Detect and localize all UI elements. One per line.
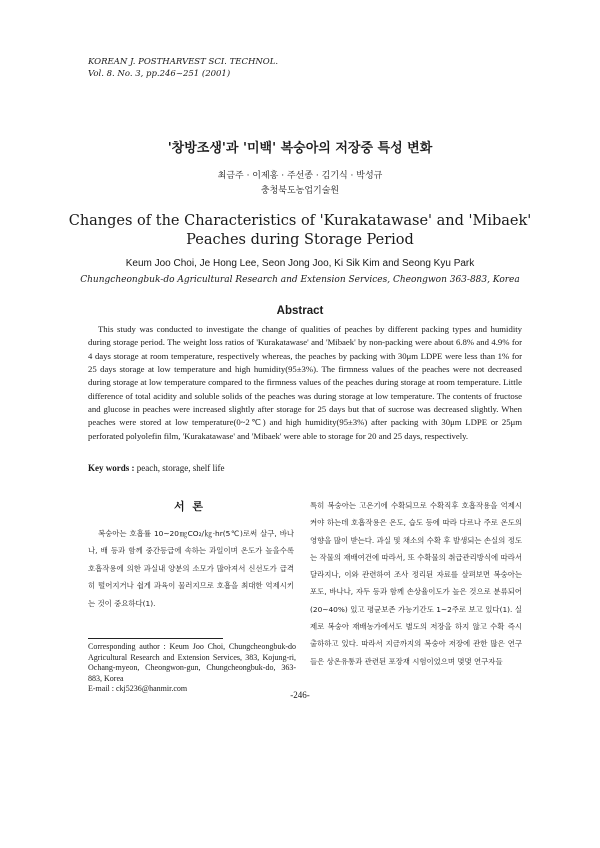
abstract-text: This study was conducted to investigate the change of qualities of peaches by different packing types and humidity during storage period. The weight loss ratios of 'Kurakatawase' and 'Mibaek' by non-packing were about 6.8% and 4.9% for 4 days storage at room temperature, respectively whereas, the peaches by packing with 30μm LDPE were less than 1% for 25 days storage at low temperature and high humidity(95±3%). The firmness values of the peaches were not decreased during storage at low temperature compared to the firmness values of the peaches during storage at room temperature. Little difference of total acidity and soluble solids of the peaches was during storage at low temperature. The contents of fructose and glucose in peaches were increased slightly after storage for 25 days but that of sucrose was decreased slightly. When peaches were stored at low temperature(0~2℃) and high humidity(95±3%) after packing with 30μm LDPE or 25μm perforated polyolefin film, 'Kurakatawase' and 'Mibaek' were able to storage for 20 and 25 days, respectively. [88, 324, 522, 441]
footnote-divider [88, 638, 223, 639]
abstract-heading: Abstract [276, 305, 324, 317]
journal-citation: Vol. 8. No. 3, pp.246~251 (2001) [88, 69, 231, 79]
journal-header [88, 56, 278, 80]
section-heading-introduction: 서 론 [173, 500, 206, 513]
keywords-label: Key words : [88, 463, 135, 473]
keywords [88, 463, 224, 473]
intro-right-column: 특히 복숭아는 고온기에 수확되므로 수확직후 호흡작용을 억제시켜야 하는데 호흡작용은 온도, 습도 등에 따라 다르나 주로 온도의 영향을 많이 받는다. 과실 및 채소의 수확 후 발생되는 손실의 정도는 작물의 재배여건에 따라서, 또 수확물의 취급관리방식에 따라서 달라지나, 이와 관련하여 조사 정리된 자료를 살펴보면 복숭아는 포도, 바나나, 자두 등과 함께 손상율이도가 높은 것으로 분류되어(20~40%) 있고 평균보존 가능기간도 1~2주로 보고 있다(1). 실제로 복숭아 재배농가에서도 별도의 저장을 하지 않고 수확 즉시 출하하고 있다. 따라서 지금까지의 복숭아 저장에 관한 많은 연구들은 상온유통과 관련된 포장재 시험이었으며 몇몇 연구자들 [310, 501, 522, 666]
footnote-email: E-mail : ckj5236@hanmir.com [88, 684, 188, 693]
korean-title: '창방조생'과 '미백' 복숭아의 저장중 특성 변화 [167, 141, 433, 156]
korean-authors: 최금주 · 이제홍 · 주선종 · 김기식 · 박성규 [217, 171, 383, 181]
english-authors: Keum Joo Choi, Je Hong Lee, Seon Jong Joo, Ki Sik Kim and Seong Kyu Park [125, 258, 475, 269]
journal-name: KOREAN J. POSTHARVEST SCI. TECHNOL. [88, 57, 279, 67]
intro-left-column: 복숭아는 호흡률 10~20㎎CO₂/㎏·hr(5℃)로써 살구, 바나나, 배 등과 함께 중간등급에 속하는 과일이며 온도가 높을수록 호흡작용에 의한 과실내 양분의 소모가 많아져서 신선도가 급격히 떨어지거나 쉽게 과육이 물러지므로 호흡을 최대한 억제시키는 것이 중요하다(1). [88, 529, 294, 608]
english-title-line2: Peaches during Storage Period [186, 232, 414, 248]
korean-affiliation: 충청북도농업기술원 [260, 186, 340, 196]
footnote [88, 642, 296, 695]
english-title [0, 212, 600, 250]
english-affiliation: Chungcheongbuk-do Agricultural Research and Extension Services, Cheongwon 363-883, Korea [80, 275, 520, 285]
english-title-line1: Changes of the Characteristics of 'Kurakatawase' and 'Mibaek' [68, 213, 532, 229]
footnote-corresponding-author: Corresponding author : Keum Joo Choi, Chungcheongbuk-do Agricultural Research and Extension Services, 383, Kojung-ri, Ochang-myeon, Cheongwon-gun, Chungcheongbuk-do, 363-883, Korea [88, 642, 296, 683]
keywords-value: peach, storage, shelf life [136, 463, 225, 473]
page-number: -246- [290, 690, 310, 700]
